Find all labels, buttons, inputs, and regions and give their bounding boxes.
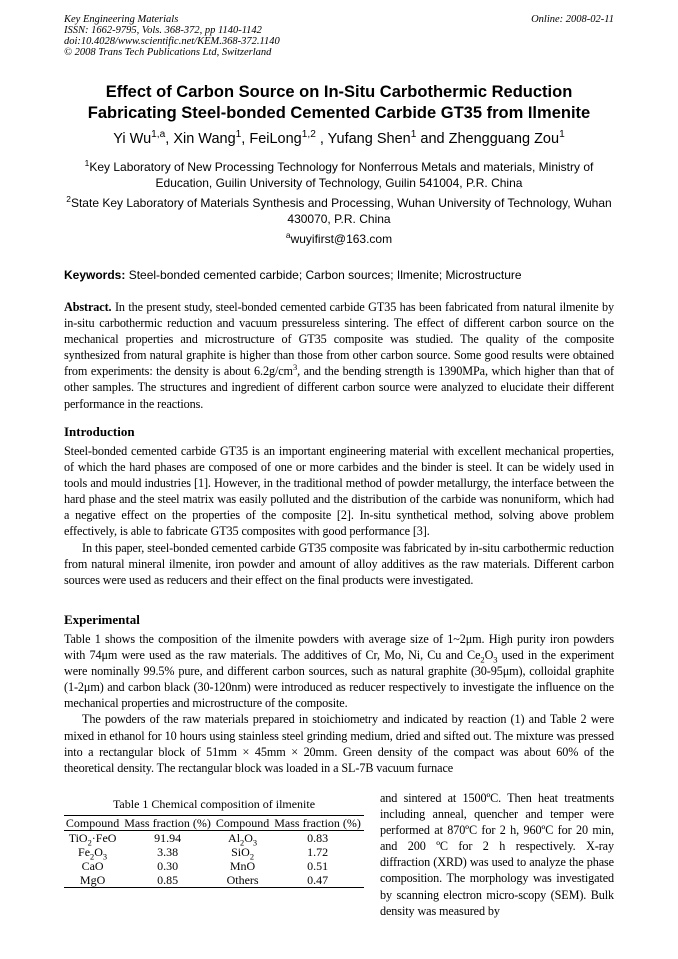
- author-sup: 1: [235, 129, 242, 141]
- author-sup: 1,2: [301, 129, 316, 141]
- author-email: [64, 232, 614, 246]
- author-sup: 1: [410, 129, 417, 141]
- table-row: [64, 873, 364, 888]
- table-row: [64, 831, 364, 846]
- exp-text-mid: O: [484, 648, 494, 663]
- experimental-continued: and sintered at 1500ºC. Then heat treatments including anneal, quencher and temper were performed at 870ºC for 2 h, 960ºC for 20 min, and 200 ºC for 2 h respectively. X-ray diffraction (XRD) was used to analyze the phase composition. The morphology was investigated by scanning electron micro-scopy (SEM). Bulk density was measured by: [380, 791, 614, 918]
- table-row: [64, 859, 364, 873]
- author-list: Yi Wu$^{1,a}$, Xin Wang$^1$, FeiLong$^{1,2}$ , Yufang Shen$^1$ and Zhengguang Zou$^1$: [113, 129, 565, 147]
- table-caption: Table 1 Chemical composition of ilmenite: [112, 797, 316, 811]
- keywords-label: Keywords:: [64, 268, 126, 282]
- affiliation-2: [64, 195, 614, 227]
- abstract-sup: 3: [292, 362, 298, 373]
- email-sup: a: [285, 230, 291, 240]
- introduction-paragraph-2: In this paper, steel-bonded cemented carbide GT35 composite was fabricated by in-situ carbothermic reduction from natural mineral ilmenite, iron powder and amount of alloy additives as the raw materials. Different carbon sources were used as reducers and their effect on the final products were investigated.: [64, 540, 614, 587]
- experimental-section: [64, 631, 614, 776]
- mass-fraction-cell: 0.83: [307, 831, 329, 845]
- compound-cell: MnO: [229, 859, 256, 873]
- experimental-paragraph-1: [64, 631, 614, 711]
- affiliation-1: [64, 159, 614, 191]
- keywords: [64, 268, 624, 282]
- mass-fraction-cell: 0.51: [307, 859, 329, 873]
- mass-fraction-cell: 0.30: [157, 859, 179, 873]
- introduction-heading: Introduction: [64, 424, 135, 439]
- abstract-text-a: In the present study, steel-bonded cemented carbide GT35 has been fabricated from natural ilmenite by in-situ carbothermic reduction and vacuum pressureless sintering. The effect of different carbon source on the mechanical properties and microstructure of GT35 composite was studied. The quality of the composite synthesized from natural graphite is higher than those from other carbon source. Some good results were obtained from experiments: the density is about 6.2g/cm: [64, 300, 614, 379]
- affiliation-sup: 2: [66, 194, 71, 204]
- title-line-1: Effect of Carbon Source on In-Situ Carbothermic Reduction: [105, 83, 573, 101]
- table-header-cell: Mass fraction (%): [124, 816, 211, 830]
- author-sup: 1,a: [151, 129, 166, 141]
- table-header-cell: Compound: [215, 816, 270, 830]
- mass-fraction-cell: 0.85: [157, 873, 179, 887]
- doi-line: doi:10.4028/www.scientific.net/KEM.368-372.1140: [64, 36, 280, 47]
- affiliation-text: State Key Laboratory of Materials Synthesis and Processing, Wuhan University of Technology, Wuhan 430070, P.R. China: [70, 196, 612, 226]
- mass-fraction-cell: 1.72: [307, 845, 329, 859]
- exp-sub: 3: [493, 654, 498, 665]
- experimental-paragraph-2: The powders of the raw materials prepared in stoichiometry and indicated by reaction (1) and Table 2 were mixed in ethanol for 10 hours using stainless steel grinding medium, dried and sifted out. The mixture was pressed into a rectangular block of 51mm × 45mm × 20mm. Green density of the compact was about 60% of the theoretical density. The rectangular block was loaded in a SL-7B vacuum furnace: [64, 712, 614, 775]
- compound-cell: $Al_2O_3$: [228, 831, 258, 848]
- online-date: Online: 2008-02-11: [531, 14, 614, 25]
- table-header-row: [64, 816, 364, 831]
- author-name: Xin Wang: [173, 131, 236, 147]
- author-name: Yi Wu: [113, 131, 152, 147]
- table-header-cell: Compound: [65, 816, 120, 830]
- exp-sub: 2: [480, 654, 485, 665]
- introduction-section: [64, 443, 614, 588]
- affiliation-sup: 1: [84, 158, 90, 168]
- copyright-line: © 2008 Trans Tech Publications Ltd, Switzerland: [64, 47, 272, 58]
- abstract-label: Abstract.: [64, 300, 112, 314]
- table-1: [64, 797, 364, 888]
- email-address: wuyifirst@163.com: [290, 232, 393, 246]
- exp-text-a: Table 1 shows the composition of the ilmenite powders with average size of 1~2μm. High purity iron powders with 74μm were used as the raw materials. The additives of Cr, Mo, Ni, Cu and Ce: [64, 632, 614, 663]
- composition-table: [64, 815, 364, 888]
- author-name: FeiLong: [249, 131, 302, 147]
- experimental-heading: Experimental: [64, 612, 140, 627]
- journal-header: [64, 14, 280, 58]
- mass-fraction-cell: 91.94: [154, 831, 182, 845]
- mass-fraction-cell: 0.47: [307, 873, 329, 887]
- title-line-2: Fabricating Steel-bonded Cemented Carbide GT35 from Ilmenite: [87, 104, 591, 122]
- compound-cell: SiO$_2$: [231, 845, 254, 862]
- compound-cell: $Fe_2O_3$: [78, 845, 108, 862]
- compound-cell: Others: [226, 873, 259, 887]
- table-header-cell: Mass fraction (%): [274, 816, 361, 830]
- journal-name: Key Engineering Materials: [64, 14, 179, 25]
- author-name: Zhengguang Zou: [448, 131, 560, 147]
- mass-fraction-cell: 3.38: [157, 845, 179, 859]
- affiliation-text: Key Laboratory of New Processing Technology for Nonferrous Metals and materials, Ministry of Education, Guilin University of Technology, Guilin 541004, P.R. China: [89, 160, 594, 190]
- introduction-paragraph-1: Steel-bonded cemented carbide GT35 is an important engineering material with excellent mechanical properties, of which the hard phases are composed of one or more carbides and the binder is steel. It can be widely used in tools and mould industries [1]. However, in the traditional method of powder metallurgy, the interface between the hard phase and the steel matrix was easily polluted and the distribution of the carbide was nonuniform, which had a negative effect on the properties of the composite [2]. In-situ synthetical method, solving above problem effectively, is able to fabricate GT35 composites with good performance [3].: [64, 444, 614, 539]
- author-sup: 1: [559, 129, 565, 141]
- issn-line: ISSN: 1662-9795, Vols. 368-372, pp 1140-1142: [64, 25, 262, 36]
- abstract-text-b: , and the bending strength is 1390MPa, which higher than that of other samples. The structures and ingredient of different carbon source were analyzed to elucidate their different performance in the reactions.: [64, 364, 614, 411]
- compound-cell: CaO: [81, 859, 104, 873]
- compound-cell: TiO$_2$·FeO: [68, 831, 117, 848]
- table-row: [64, 845, 364, 859]
- abstract: [64, 299, 614, 412]
- exp-text-b: used in the experiment were nominally 99.5% pure, and different carbon sources, such as natural graphite (30-95μm), colloidal graphite (1-2μm) and carbon black (30-120nm) were introduced as reducer respectively to investigate the influence on the mechanical properties and microstructure of the composite.: [64, 648, 614, 711]
- keywords-text: Steel-bonded cemented carbide; Carbon sources; Ilmenite; Microstructure: [128, 268, 522, 282]
- author-name: Yufang Shen: [327, 131, 411, 147]
- paper-title: [40, 82, 638, 124]
- compound-cell: MgO: [79, 873, 106, 887]
